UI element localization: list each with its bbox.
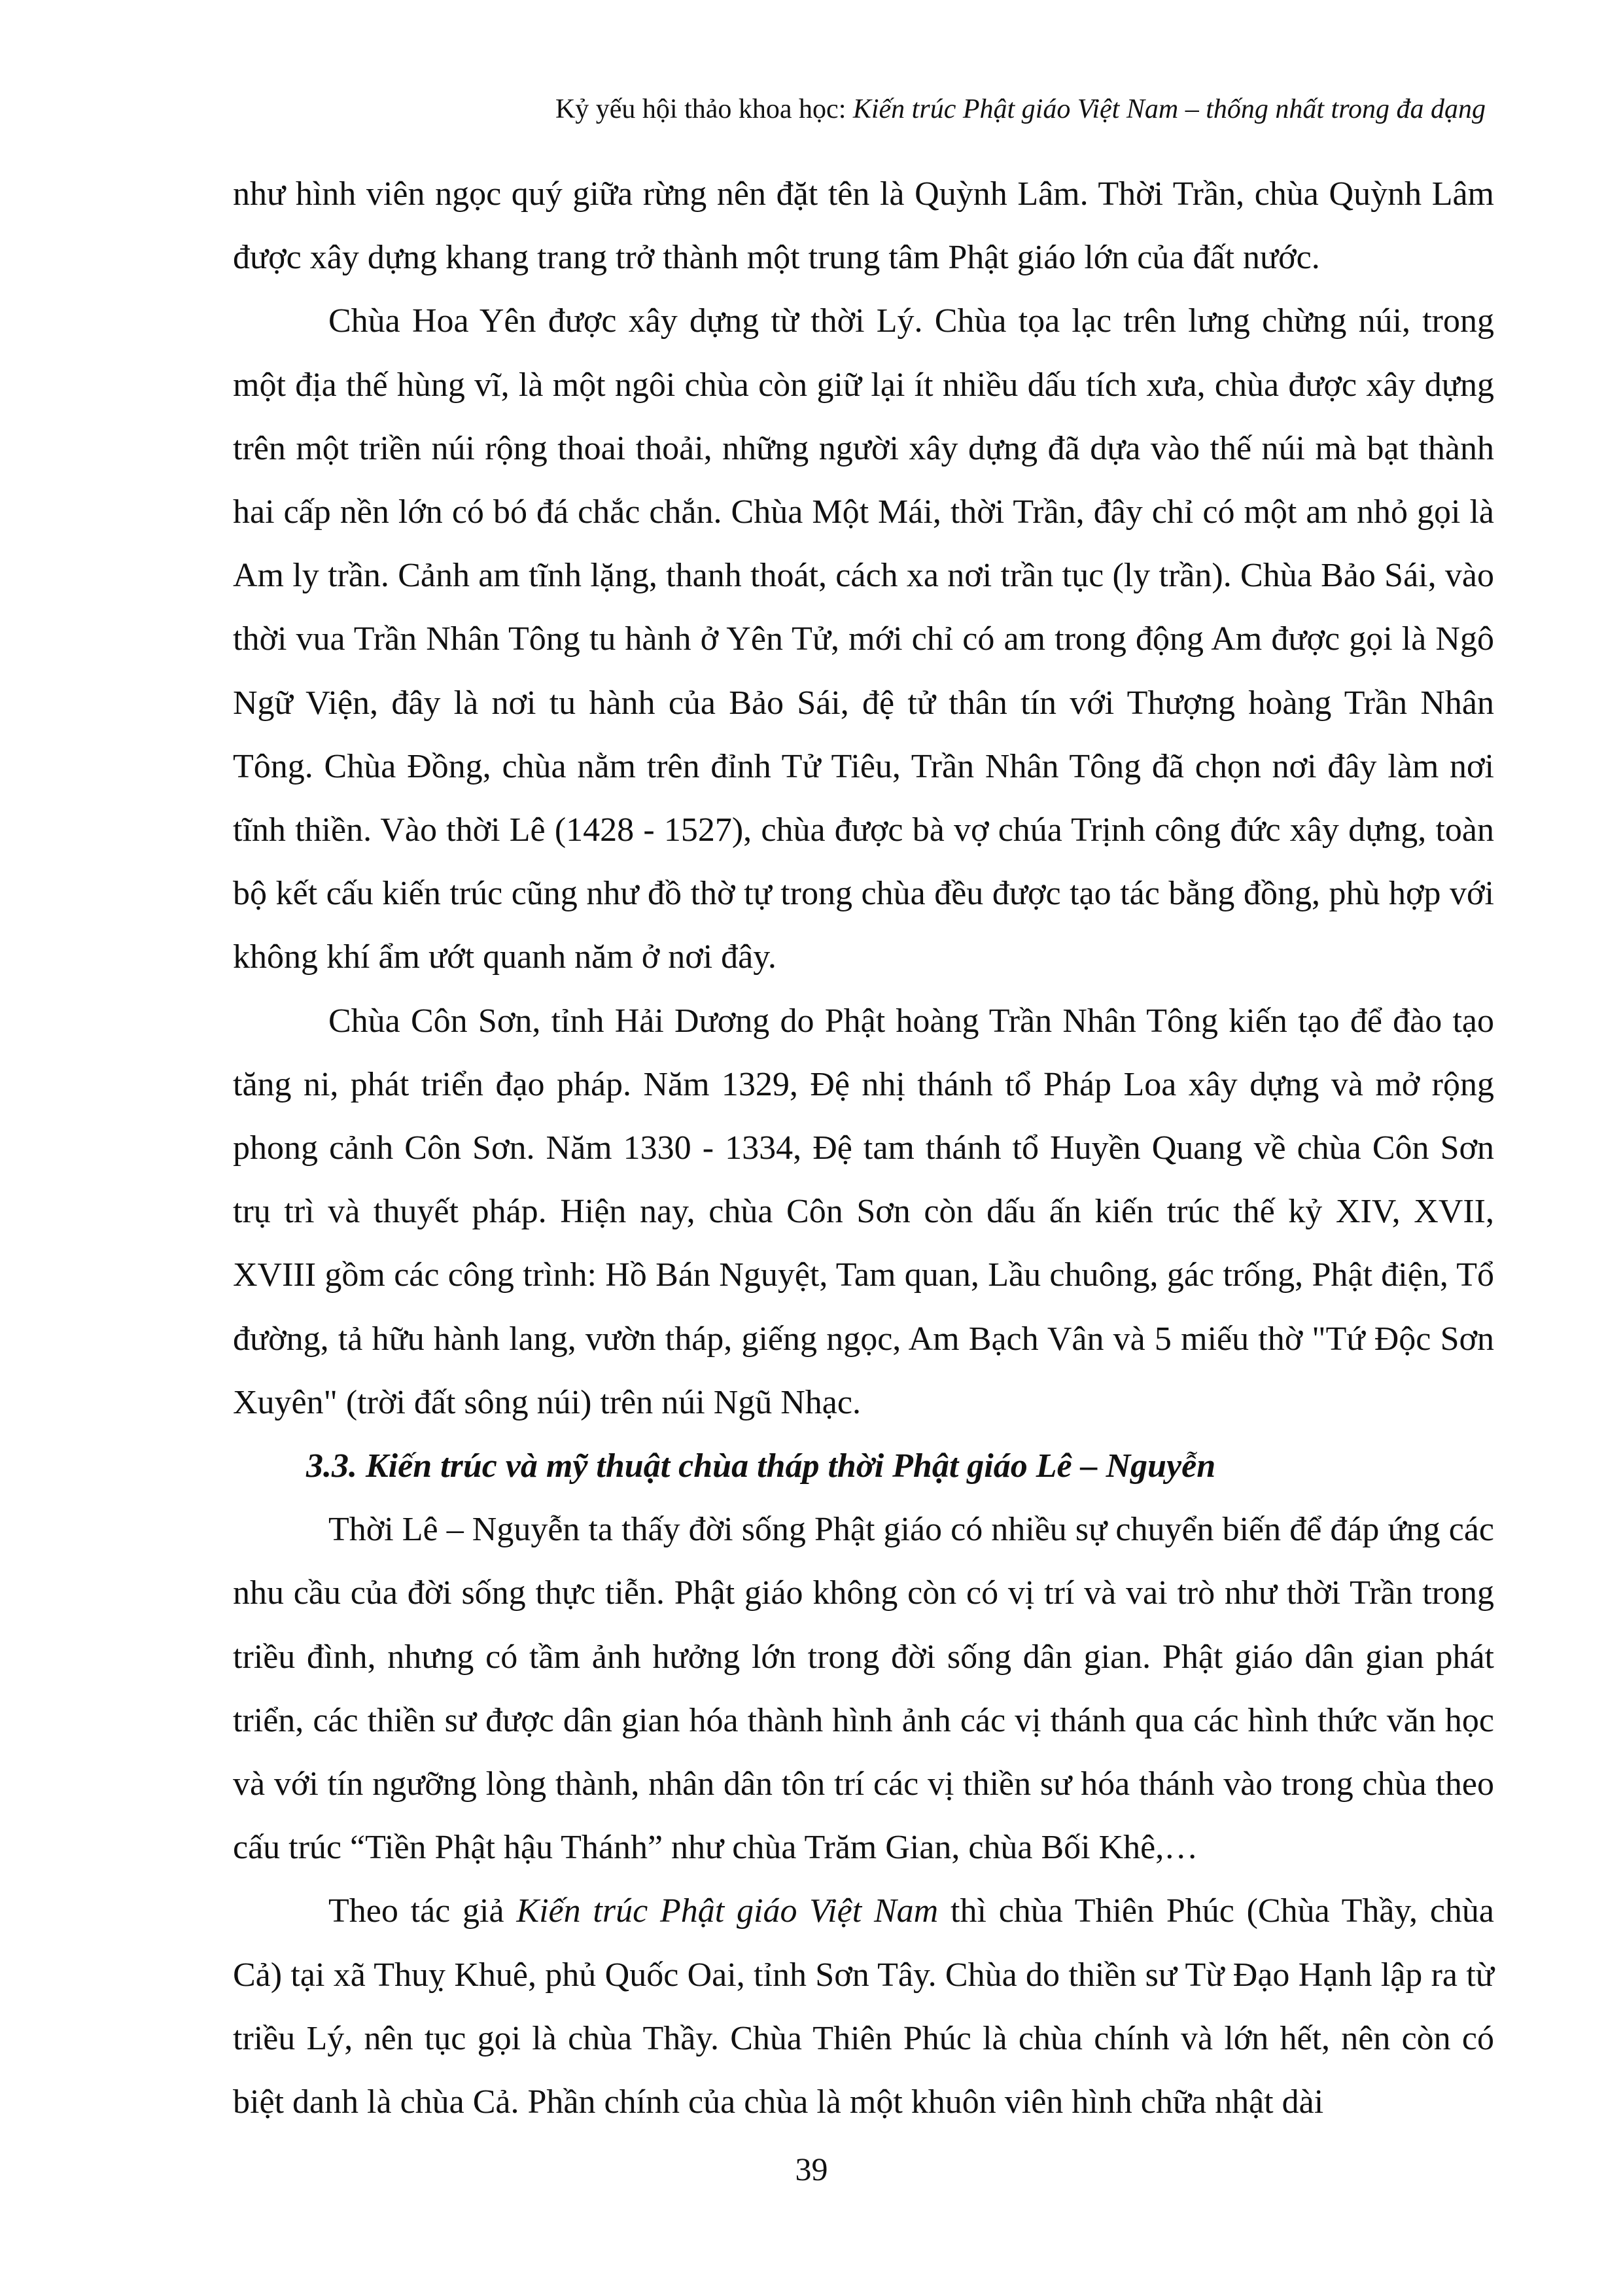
paragraph-le-nguyen: Thời Lê – Nguyễn ta thấy đời sống Phật giáo có nhiều sự chuyển biến để đáp ứng các nhu cầu của đời sống thực tiễn. Phật giáo không còn có vị trí và vai trò như thời Trần trong triều đình, nhưng có tầm ảnh hưởng lớn trong đời sống dân gian. Phật giáo dân gian phát triển, các thiền sư được dân gian hóa thành hình ảnh các vị thánh qua các hình thức văn học và với tín ngưỡng lòng thành, nhân dân tôn trí các vị thiền sư hóa thánh vào trong chùa theo cấu trúc “Tiền Phật hậu Thánh” như chùa Trăm Gian, chùa Bối Khê,… (233, 1511, 1494, 1867)
section-heading-3-3: 3.3. Kiến trúc và mỹ thuật chùa tháp thời Phật giáo Lê – Nguyễn (306, 1447, 1216, 1485)
document-body (233, 162, 1494, 2134)
running-header (555, 93, 1486, 126)
header-prefix: Kỷ yếu hội thảo khoa học: (555, 94, 853, 124)
paragraph-hoa-yen: Chùa Hoa Yên được xây dựng từ thời Lý. Chùa tọa lạc trên lưng chừng núi, trong một địa thế hùng vĩ, là một ngôi chùa còn giữ lại ít nhiều dấu tích xưa, chùa được xây dựng trên một triền núi rộng thoai thoải, những người xây dựng đã dựa vào thế núi mà bạt thành hai cấp nền lớn có bó đá chắc chắn. Chùa Một Mái, thời Trần, đây chỉ có một am nhỏ gọi là Am ly trần. Cảnh am tĩnh lặng, thanh thoát, cách xa nơi trần tục (ly trần). Chùa Bảo Sái, vào thời vua Trần Nhân Tông tu hành ở Yên Tử, mới chỉ có am trong động Am được gọi là Ngô Ngữ Viện, đây là nơi tu hành của Bảo Sái, đệ tử thân tín với Thượng hoàng Trần Nhân Tông. Chùa Đồng, chùa nằm trên đỉnh Tử Tiêu, Trần Nhân Tông đã chọn nơi đây làm nơi tĩnh thiền. Vào thời Lê (1428 - 1527), chùa được bà vợ chúa Trịnh công đức xây dựng, toàn bộ kết cấu kiến trúc cũng như đồ thờ tự trong chùa đều được tạo tác bằng đồng, phù hợp với không khí ẩm ướt quanh năm ở nơi đây. (233, 302, 1494, 976)
paragraph-quynh-lam: như hình viên ngọc quý giữa rừng nên đặt tên là Quỳnh Lâm. Thời Trần, chùa Quỳnh Lâm được xây dựng khang trang trở thành một trung tâm Phật giáo lớn của đất nước. (233, 175, 1494, 277)
page-number: 39 (795, 2151, 828, 2187)
header-title-italic: Kiến trúc Phật giáo Việt Nam – thống nhất trong đa dạng (852, 94, 1486, 124)
book-title-italic: Kiến trúc Phật giáo Việt Nam (516, 1892, 939, 1930)
thien-phuc-text: thì chùa Thiên Phúc (Chùa Thầy, chùa Cả) tại xã Thuỵ Khuê, phủ Quốc Oai, tỉnh Sơn Tây. Chùa do thiền sư Từ Đạo Hạnh lập ra từ triều Lý, nên tục gọi là chùa Thầy. Chùa Thiên Phúc là chùa chính và lớn hết, nên còn có biệt danh là chùa Cả. Phần chính của chùa là một khuôn viên hình chữa nhật dài (233, 1892, 1494, 2121)
paragraph-con-son: Chùa Côn Sơn, tỉnh Hải Dương do Phật hoàng Trần Nhân Tông kiến tạo để đào tạo tăng ni, phát triển đạo pháp. Năm 1329, Đệ nhị thánh tổ Pháp Loa xây dựng và mở rộng phong cảnh Côn Sơn. Năm 1330 - 1334, Đệ tam thánh tổ Huyền Quang về chùa Côn Sơn trụ trì và thuyết pháp. Hiện nay, chùa Côn Sơn còn dấu ấn kiến trúc thế kỷ XIV, XVII, XVIII gồm các công trình: Hồ Bán Nguyệt, Tam quan, Lầu chuông, gác trống, Phật điện, Tổ đường, tả hữu hành lang, vườn tháp, giếng ngọc, Am Bạch Vân và 5 miếu thờ "Tứ Độc Sơn Xuyên" (trời đất sông núi) trên núi Ngũ Nhạc. (233, 1002, 1494, 1421)
thien-phuc-intro: Theo tác giả (328, 1892, 517, 1930)
paragraph-thien-phuc (233, 1879, 1494, 2134)
